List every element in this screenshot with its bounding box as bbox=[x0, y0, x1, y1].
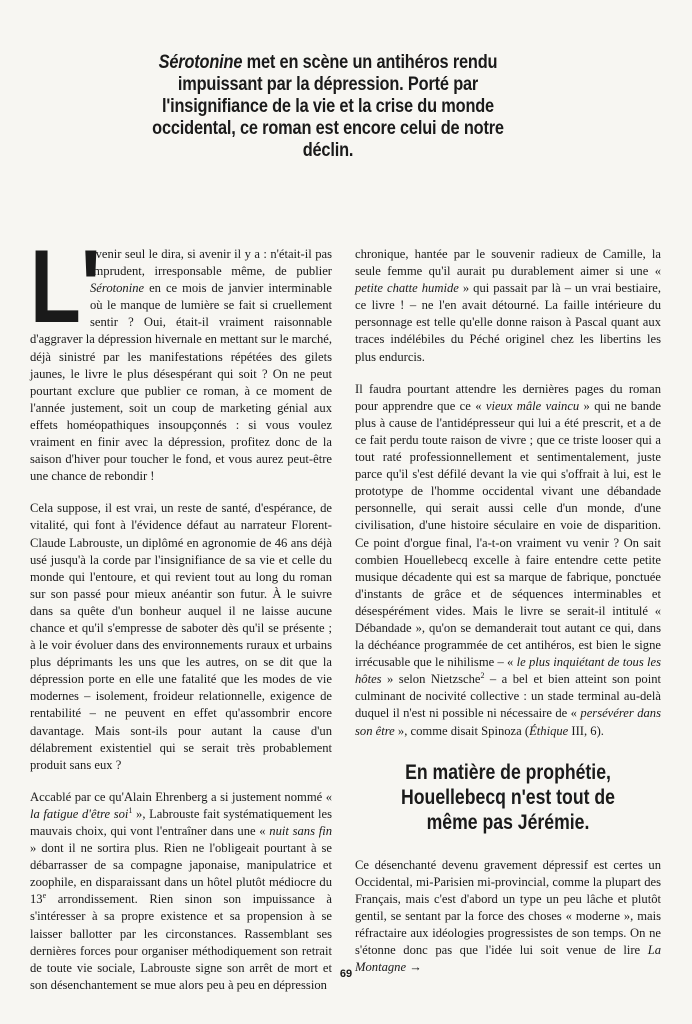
italic-run: nuit sans fin bbox=[269, 824, 332, 838]
text-run: chronique, hantée par le souvenir radieux de Camille, la seule femme qu'il aurait pu durablement aimer si une « bbox=[355, 247, 661, 279]
text-run: » selon Nietzsche bbox=[381, 672, 481, 687]
text-run: en ce mois de janvier interminable où le manque de lumière se fait si cruellement sentir ? Oui, était-il vraiment raisonnable d'aggraver la dépression hivernale en mettant sur le marché, déjà sinistré par les manifestations répétées des gilets jaunes, le livre le plus désespérant qui soit ? On ne peut pourtant exclure que publier ce roman, à ce moment de l'année justement, soit un coup de marketing génial aux effets homéopathiques insoupçonnés : si vous voulez vraiment en finir avec la dépression, profitez donc de la saison d'hiver pour toucher le fond, et vous aurez peut-être une chance de rebondir ! bbox=[30, 281, 332, 484]
text-run: III, 6). bbox=[568, 723, 604, 738]
italic-run: La Montagne bbox=[355, 943, 661, 975]
text-run: Accablé par ce qu'Alain Ehrenberg a si justement nommé « bbox=[30, 789, 332, 804]
text-run: » qui ne bande plus à cause de l'antidépresseur qui lui a été prescrit, et a de ce fait perdu toute raison de vivre ; que ce triste looser qui a tout raté professionnellement et sentimentalement, juste parce qu'il s'est défilé devant la vie qui s'offrait à lui, est le prototype de l'homme occidental vivant une débandade personnelle, qui serait aussi celle d'un monde, d'une civilisation, d'une histoire séculaire en voie de disparition. Ce point d'orgue final, l'a-t-on vraiment vu venir ? On sait combien Houellebecq excelle à faire entendre cette petite musique décadente qui est sa marque de fabrique, ponctuée d'instants de grâce et de séquences interminables et désespérément vides. Mais le livre se serait-il intitulé « Débandade », qu'on se demanderait tout autant ce qui, dans la déchéance programmée de cet antihéros, est bien le signe irrécusable que le nihilisme – « bbox=[355, 398, 661, 670]
paragraph bbox=[355, 381, 661, 740]
superscript: e bbox=[42, 891, 47, 901]
text-run: Ce désenchanté devenu gravement dépressif est certes un Occidental, mi-Parisien mi-provincial, comme la plupart des Français, mais c'est d'abord un type un peu lâche et plutôt gentil, se sentant par la force des choses « moderne », mais réfractaire aux idéologies progressistes de son temps. On ne s'étonne donc pas que l'idée lui soit venue de lire bbox=[355, 857, 661, 958]
paragraph bbox=[355, 246, 661, 366]
text-run: » qui passait par là – un vrai bestiaire, ce livre ! – ne l'en avait détourné. La faille intérieure du personnage est telle qu'elle donne raison à Pascal quant aux traces indélébiles du Péché originel chez les libertins les plus endurcis. bbox=[355, 281, 661, 364]
drop-cap: L' bbox=[30, 229, 101, 345]
text-run: Il faudra pourtant attendre les dernières pages du roman pour apprendre que ce « bbox=[355, 381, 661, 413]
intro-book-title: Sérotonine bbox=[158, 52, 243, 73]
italic-run: persévérer dans son être bbox=[355, 706, 661, 738]
italic-run: la fatigue d'être soi bbox=[30, 806, 129, 821]
page-number: 69 bbox=[339, 968, 353, 980]
text-run: », comme disait Spinoza ( bbox=[394, 723, 530, 738]
text-run: », Labrouste fait systématiquement les mauvais choix, qui vont l'entraîner dans une « bbox=[30, 806, 332, 838]
intro-text: met en scène un antihéros rendu impuissant par la dépression. Porté par l'insignifiance de la vie et la crise du monde occidental, ce roman est encore celui de notre déclin. bbox=[152, 52, 504, 161]
italic-run: Sérotonine bbox=[90, 281, 145, 296]
italic-run: vieux mâle vaincu bbox=[485, 398, 580, 413]
text-run: » dont il ne sortira plus. Rien ne l'obligeait pourtant à se débarrasser de sa compagne japonaise, manipulatrice et zoophile, en disparaissant dans un hôtel plutôt médiocre du 13 bbox=[30, 841, 332, 907]
paragraph: Cela suppose, il est vrai, un reste de santé, d'espérance, de vitalité, qui font à l'évidence défaut au narrateur Florent-Claude Labrouste, un diplômé en agronomie de 46 ans déjà usé jusqu'à la corde par l'insignifiance de sa vie et celle du monde qui l'entoure, et qui revient tout au long du roman sur son passé pour mieux anéantir son futur. À le suivre dans sa quête d'un bonheur auquel il ne laisse aucune chance et qu'il s'empresse de saboter dès qu'il se présente ; à le voir évoluer dans des environnements ruraux et urbains plus déprimants les uns que les autres, on se dit que la dépression porte en elle une fatalité que les modes de vie modernes – isolement, froideur relationnelle, exigence de rentabilité – ne peuvent en effet qu'assombrir encore davantage. Mais sont-ils pour autant la cause d'un délabrement existentiel qui se serait très probablement produit sans eux ? bbox=[30, 501, 332, 772]
paragraph bbox=[355, 857, 661, 977]
italic-run: petite chatte humide bbox=[355, 281, 459, 296]
text-run: – a bel et bien atteint son point culminant de nocivité collective : un stade terminal au-delà duquel il n'est ni possible ni nécessaire de « bbox=[355, 672, 661, 721]
italic-run: Éthique bbox=[529, 723, 569, 738]
text-run: arrondissement. Rien sinon son impuissance à s'intéresser à sa propre existence et sa propension à se laisser ballotter par les circonstances. Rassemblant ses dernières forces pour organiser méthodiquement son retrait de toute vie sociale, Labrouste signe son arrêt de mort et son désenchantement se mue alors peu à peu en dépression bbox=[30, 892, 332, 992]
italic-run: le plus inquiétant de tous les hôtes bbox=[355, 655, 662, 687]
continue-arrow-icon: → bbox=[406, 960, 422, 975]
intro-standfirst bbox=[147, 52, 508, 162]
right-column bbox=[355, 246, 661, 991]
paragraph bbox=[30, 789, 332, 994]
pull-quote: En matière de prophétie, Houellebecq n'est tout de même pas Jérémie. bbox=[401, 760, 615, 834]
text-run: avenir seul le dira, si avenir il y a : n'était-il pas imprudent, irresponsable même, de publier bbox=[90, 247, 332, 279]
footnote-ref: 1 bbox=[128, 805, 133, 815]
left-column bbox=[30, 229, 332, 1009]
footnote-ref: 2 bbox=[480, 671, 485, 681]
paragraph bbox=[30, 229, 332, 485]
